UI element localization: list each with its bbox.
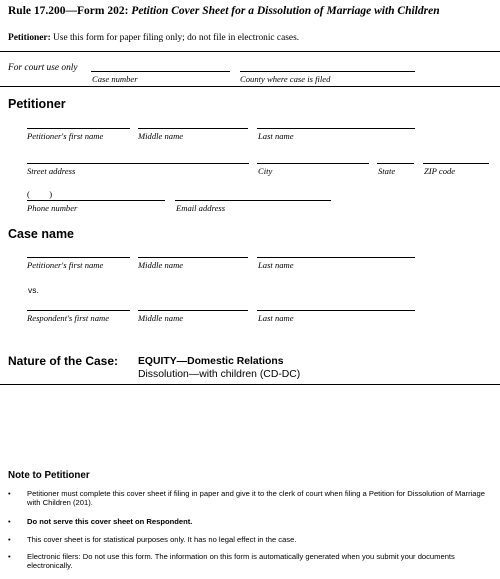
phone-field[interactable] bbox=[27, 200, 165, 201]
petitioner-first-name-field[interactable] bbox=[27, 128, 130, 129]
email-caption: Email address bbox=[176, 203, 226, 213]
zip-caption: ZIP code bbox=[424, 166, 456, 176]
nature-line-2 bbox=[138, 369, 300, 380]
petitioner-last-name-field[interactable] bbox=[257, 128, 415, 129]
case-number-caption: Case number bbox=[92, 74, 138, 84]
instruction-text: Use this form for paper filing only; do not file in electronic cases. bbox=[53, 33, 300, 43]
nature-line-1: EQUITY—Domestic Relations bbox=[138, 356, 284, 367]
county-field[interactable] bbox=[240, 71, 415, 72]
case-number-field[interactable] bbox=[91, 71, 230, 72]
nature-label: Nature of the Case: bbox=[8, 354, 119, 368]
form-name: Petition Cover Sheet for a Dissolution of Marriage with Children bbox=[131, 5, 440, 17]
respondent-last-field[interactable] bbox=[257, 310, 415, 311]
header-divider bbox=[0, 51, 500, 52]
phone-area-code: ( ) bbox=[27, 189, 53, 199]
respondent-last-caption: Last name bbox=[258, 313, 294, 323]
city-field[interactable] bbox=[257, 163, 369, 164]
bullet-icon: • bbox=[8, 517, 11, 526]
bullet-icon: • bbox=[8, 552, 11, 561]
case-petitioner-last-caption: Last name bbox=[258, 260, 294, 270]
versus-label: vs. bbox=[28, 285, 39, 295]
court-use-divider bbox=[0, 86, 500, 87]
state-field[interactable] bbox=[377, 163, 414, 164]
phone-caption: Phone number bbox=[27, 203, 78, 213]
bullet-icon: • bbox=[8, 489, 11, 498]
street-address-field[interactable] bbox=[27, 163, 249, 164]
case-name-heading: Case name bbox=[8, 227, 75, 241]
petitioner-middle-name-field[interactable] bbox=[138, 128, 248, 129]
note-text-2: Do not serve this cover sheet on Respondent. bbox=[27, 517, 193, 526]
respondent-middle-caption: Middle name bbox=[138, 313, 184, 323]
form-title bbox=[8, 5, 440, 17]
case-petitioner-last-field[interactable] bbox=[257, 257, 415, 258]
respondent-middle-field[interactable] bbox=[138, 310, 248, 311]
case-petitioner-first-field[interactable] bbox=[27, 257, 130, 258]
respondent-first-caption: Respondent's first name bbox=[27, 313, 110, 323]
nature-line-2-text: Dissolution—with children (CD-DC) bbox=[138, 369, 301, 380]
case-petitioner-middle-caption: Middle name bbox=[138, 260, 184, 270]
city-caption: City bbox=[258, 166, 273, 176]
petitioner-middle-name-caption: Middle name bbox=[138, 131, 184, 141]
note-text-4: Electronic filers: Do not use this form. The information on this form is automatically generated when you submit your documents electronically. bbox=[27, 552, 455, 571]
rule-number: Rule 17.200—Form 202: bbox=[8, 5, 129, 17]
petitioner-first-name-caption: Petitioner's first name bbox=[27, 131, 104, 141]
note-text-1: Petitioner must complete this cover sheet if filing in paper and give it to the clerk of court when filing a Petition for Dissolution of Marriage with Children (201). bbox=[27, 489, 485, 508]
note-heading: Note to Petitioner bbox=[8, 470, 90, 481]
petitioner-heading: Petitioner bbox=[8, 97, 66, 111]
note-text-3: This cover sheet is for statistical purposes only. It has no legal effect in the case. bbox=[27, 535, 297, 544]
petitioner-last-name-caption: Last name bbox=[258, 131, 294, 141]
zip-field[interactable] bbox=[423, 163, 489, 164]
nature-divider bbox=[0, 384, 500, 385]
state-caption: State bbox=[378, 166, 396, 176]
county-caption: County where case is filed bbox=[240, 74, 331, 84]
bullet-icon: • bbox=[8, 535, 11, 544]
court-use-label: For court use only bbox=[8, 63, 78, 73]
street-address-caption: Street address bbox=[27, 166, 76, 176]
case-petitioner-first-caption: Petitioner's first name bbox=[27, 260, 104, 270]
header-instruction bbox=[8, 33, 299, 43]
email-field[interactable] bbox=[175, 200, 331, 201]
case-petitioner-middle-field[interactable] bbox=[138, 257, 248, 258]
petitioner-label: Petitioner: bbox=[8, 33, 51, 43]
respondent-first-field[interactable] bbox=[27, 310, 130, 311]
